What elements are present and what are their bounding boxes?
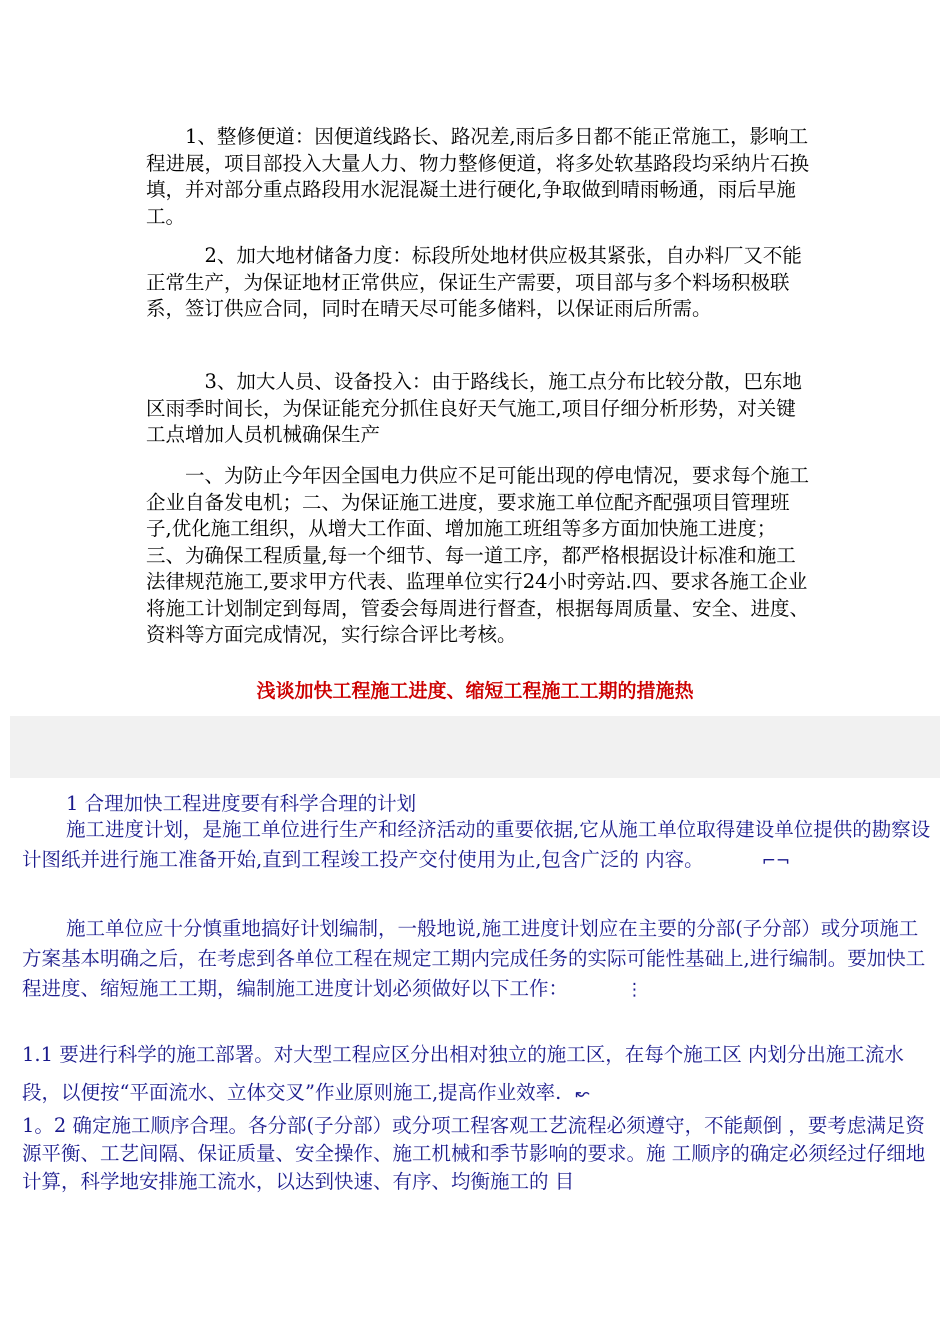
paragraph-material-reserve: 2、加大地材储备力度：标段所处地材供应极其紧张，自办料厂又不能正常生产，为保证地材正常供应，保证生产需要，项目部与多个料场积极联系，签订供应合同，同时在晴天尽可能多储料，以保证雨后所需。 <box>146 244 802 320</box>
paragraph-plan-preparation <box>22 914 932 1005</box>
paragraph-road-repair: 1、整修便道：因便道线路长、路况差,雨后多日都不能正常施工，影响工程进展，项目部投入大量人力、物力整修便道，将多处软基路段均采纳片石换填，并对部分重点路段用水泥混凝土进行硬化,争取做到晴雨畅通，雨后早施工。 <box>146 125 810 228</box>
section-heading: 1 合理加快工程进度要有科学合理的计划 <box>66 792 417 815</box>
item-1-2: 1。2 确定施工顺序合理。各分部(子分部）或分项工程客观工艺流程必须遵守，不能颠倒 ，要考虑满足资源平衡、工艺间隔、保证质量、安全操作、施工机械和季节影响的要求。施 工顺序的确定必须经过仔细地计算，科学地安排施工流水，以达到快速、有序、均衡施工的 目 <box>22 1114 926 1193</box>
paragraph-plan-definition <box>22 815 932 876</box>
gray-divider-band <box>10 716 940 778</box>
paragraph-personnel-equipment: 3、加大人员、设备投入：由于路线长，施工点分布比较分散，巴东地区雨季时间长，为保证能充分抓住良好天气施工,项目仔细分析形势，对关键工点增加人员机械确保生产 <box>146 370 802 446</box>
bracket-mark-icon: ⌐¬ <box>761 851 791 871</box>
paragraph-plan-definition-text: 施工进度计划，是施工单位进行生产和经济活动的重要依据,它从施工单位取得建设单位提供的勘察设计图纸并进行施工准备开始,直到工程竣工投产交付使用为止,包含广泛的 内容。 <box>22 818 931 871</box>
vertical-dots-icon: ⋮ <box>626 980 644 1000</box>
item-1-1 <box>22 1036 932 1113</box>
squiggle-mark-icon: ↜ <box>575 1084 590 1104</box>
article-headline: 浅谈加快工程施工进度、缩短工程施工工期的措施热 <box>256 680 694 702</box>
paragraph-plan-preparation-text: 施工单位应十分慎重地搞好计划编制，一般地说,施工进度计划应在主要的分部(子分部）或分项施工方案基本明确之后，在考虑到各单位工程在规定工期内完成任务的实际可能性基础上,进行编制。要加快工程进度、缩短施工工期，编制施工进度计划必须做好以下工作： <box>22 917 926 1000</box>
paragraph-measures-list: 一、为防止今年因全国电力供应不足可能出现的停电情况，要求每个施工企业自备发电机；二、为保证施工进度，要求施工单位配齐配强项目管理班子,优化施工组织，从增大工作面、增加施工班组等多方面加快施工进度；三、为确保工程质量,每一个细节、每一道工序，都严格根据设计标准和施工法律规范施工,要求甲方代表、监理单位实行24小时旁站.四、要求各施工企业将施工计划制定到每周，管委会每周进行督查，根据每周质量、安全、进度、资料等方面完成情况，实行综合评比考核。 <box>146 464 810 646</box>
item-1-1-text: 1.1 要进行科学的施工部署。对大型工程应区分出相对独立的施工区，在每个施工区 内划分出施工流水段，以便按“平面流水、立体交叉”作业原则施工,提高作业效率. <box>22 1043 904 1104</box>
